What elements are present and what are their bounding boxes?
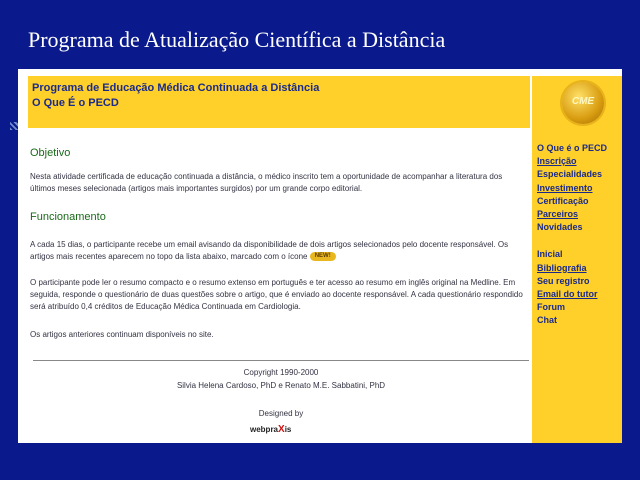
sidebar-menu	[537, 142, 607, 327]
sidebar-item-seu-registro[interactable]: Seu registro	[537, 275, 590, 286]
header-program-title: Programa de Educação Médica Continuada a Distância	[32, 82, 320, 94]
web-page	[18, 69, 622, 443]
slide-title: Programa de Atualização Científica a Distância	[28, 27, 446, 52]
footer-divider	[33, 360, 529, 361]
funcionamento-heading: Funcionamento	[30, 211, 106, 223]
funcionamento-text-1	[30, 239, 526, 263]
footer-designed-by: Designed by	[258, 409, 304, 418]
page-header	[28, 76, 530, 128]
sidebar-item-parceiros[interactable]: Parceiros	[537, 208, 579, 219]
webpraxis-x: X	[278, 424, 285, 435]
objetivo-text: Nesta atividade certificada de educação continuada a distância, o médico inscrito tem a oportunidade de acompanhar a literatura dos últimos meses selecionada (artigos mais importantes surgidos) por um grande corpo editorial.	[30, 172, 503, 193]
webpraxis-suffix: is	[284, 425, 292, 434]
funcionamento-text-1-body: A cada 15 dias, o participante recebe um email avisando da disponibilidade de dois artigos selecionados pelo docente responsável. Os artigos mais recentes aparecem no topo da lista abaixo, marcado com o ícone	[30, 240, 509, 261]
sidebar-item-certificacao[interactable]: Certificação	[537, 195, 589, 206]
sidebar-spacer	[537, 234, 607, 248]
sidebar-item-inscricao[interactable]: Inscrição	[537, 156, 577, 167]
funcionamento-text-3: Os artigos anteriores continuam disponíveis no site.	[30, 330, 214, 339]
header-page-title: O Que É o PECD	[32, 97, 119, 109]
sidebar-item-bibliografia[interactable]: Bibliografia	[537, 262, 587, 273]
objetivo-heading: Objetivo	[30, 147, 71, 159]
sidebar-item-inicial[interactable]: Inicial	[537, 249, 563, 260]
sidebar-item-chat[interactable]: Chat	[537, 315, 557, 326]
sidebar-item-o-que-e-pecd[interactable]: O Que é o PECD	[537, 143, 608, 153]
footer-copyright: Copyright 1990-2000	[243, 368, 319, 377]
sidebar-item-email-tutor[interactable]: Email do tutor	[537, 288, 598, 299]
cme-badge-label: CME	[571, 96, 595, 107]
webpraxis-prefix: webpra	[250, 425, 279, 434]
sidebar-item-novidades[interactable]: Novidades	[537, 222, 583, 233]
sidebar-item-investimento[interactable]: Investimento	[537, 182, 593, 193]
sidebar	[532, 76, 622, 443]
footer-authors: Silvia Helena Cardoso, PhD e Renato M.E. Sabbatini, PhD	[176, 381, 386, 390]
bullet-icon	[10, 122, 18, 130]
sidebar-item-especialidades[interactable]: Especialidades	[537, 169, 603, 180]
webpraxis-logo-link[interactable]	[250, 424, 291, 435]
cme-badge-icon	[562, 82, 604, 124]
new-icon: NEW!	[310, 252, 336, 261]
funcionamento-text-2: O participante pode ler o resumo compacto e o resumo extenso em português e ter acesso ao resumo em inglês original na Medline. Em seguida, responde o questionário de duas questões sobre o artigo, que é enviado ao docente responsável. A cada questionário respondido será atribuído 0,4 créditos de Educação Médica Continuada em Cardiologia.	[30, 278, 523, 311]
sidebar-item-forum[interactable]: Forum	[537, 302, 565, 313]
